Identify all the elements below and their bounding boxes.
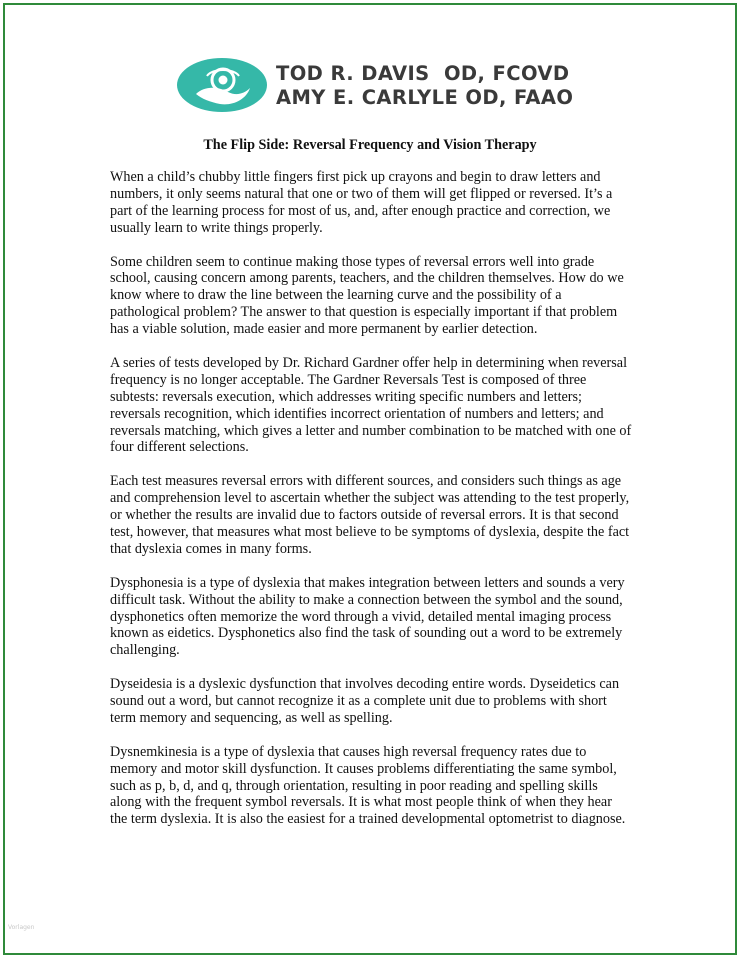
- paragraph: Dysphonesia is a type of dyslexia that makes integration between letters and sounds a very difficult task. Without the ability to make a connection between the symbol and the sound, dysphonetics often memorize the word through a vivid, detailed mental imaging process known as eidetics. Dysphonetics also find the task of sounding out a word to be extremely challenging.: [110, 574, 625, 659]
- doctor-name-1: TOD R. DAVIS OD, FCOVD: [276, 62, 570, 85]
- watermark: Vorlagen: [8, 924, 35, 931]
- hands-eye-logo-icon: [176, 56, 268, 114]
- paragraph: Each test measures reversal errors with different sources, and considers such things as age and comprehension level to ascertain whether the subject was attending to the test properly, or whether the results are invalid due to factors outside of reversal errors. It is that second test, however, that measures what most believe to be symptoms of dyslexia, despite the fact that dyslexia comes in many forms.: [110, 473, 630, 557]
- paragraph: Some children seem to continue making those types of reversal errors well into grade school, causing concern among parents, teachers, and the children themselves. How do we know where to draw the line between the learning curve and the possibility of a pathological problem? The answer to that question is especially important if that problem has a viable solution, made easier and more permanent by earlier detection.: [110, 253, 624, 338]
- doctor-name-2: AMY E. CARLYLE OD, FAAO: [276, 86, 574, 109]
- letterhead: [176, 56, 576, 116]
- paragraph: Dyseidesia is a dyslexic dysfunction that involves decoding entire words. Dyseidetics can sound out a word, but cannot recognize it as a complete unit due to problems with short term memory and sequencing, as well as spelling.: [110, 676, 620, 726]
- document-body: [110, 169, 632, 845]
- document-title: The Flip Side: Reversal Frequency and Vision Therapy: [203, 137, 537, 153]
- paragraph: When a child’s chubby little fingers first pick up crayons and begin to draw letters and numbers, it only seems natural that one or two of them will get flipped or reversed. It’s a part of the learning process for most of us, and, after enough practice and correction, we usually learn to write things properly.: [110, 169, 613, 236]
- paragraph: Dysnemkinesia is a type of dyslexia that causes high reversal frequency rates due to memory and motor skill dysfunction. It causes problems differentiating the same symbol, such as p, b, d, and q, through orientation, resulting in poor reading and spelling skills along with the frequent symbol reversals. It is what most people think of when they hear the term dyslexia. It is also the easiest for a trained developmental optometrist to diagnose.: [110, 743, 626, 828]
- paragraph: A series of tests developed by Dr. Richard Gardner offer help in determining when reversal frequency is no longer acceptable. The Gardner Reversals Test is composed of three subtests: reversals execution, which addresses writing specific numbers and letters; reversals recognition, which identifies incorrect orientation of numbers and letters; and reversals matching, which gives a letter and number combination to be matched with one of four different selections.: [110, 354, 632, 456]
